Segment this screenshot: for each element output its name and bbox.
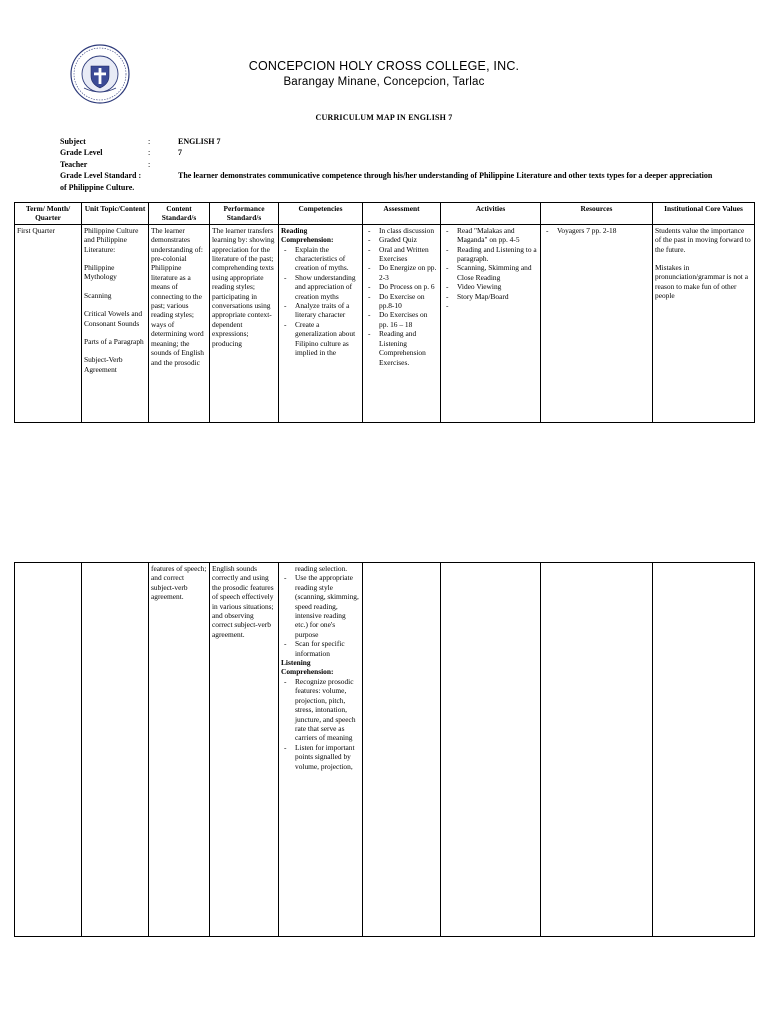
teacher-row	[60, 159, 720, 170]
subject-label: Subject	[60, 137, 86, 146]
col-term: Term/ Month/ Quarter	[15, 203, 82, 225]
curriculum-table-page-1	[14, 202, 755, 423]
list-item: - Do Exercise on pp.8-10	[365, 292, 438, 311]
content-standard-cell: The learner demonstrates understanding of: pre-colonial Philippine literature as a means of connecting to the past; various reading styles; ways of determining word meaning; the sounds of English and the prosodic	[149, 224, 210, 422]
unit-item: Scanning	[84, 290, 112, 300]
col-competencies: Competencies	[279, 203, 363, 225]
grade-label: Grade Level	[60, 148, 103, 158]
list-item: - Recognize prosodic features: volume, projection, pitch, stress, intonation, juncture, and speech rate that serve as carriers of meaning	[281, 677, 360, 743]
competencies-cell	[279, 563, 363, 937]
value-item: Students value the importance of the past in moving forward to the future.	[655, 225, 751, 254]
assessment-cell	[363, 563, 441, 937]
resources-cell	[541, 563, 653, 937]
college-header	[0, 58, 768, 90]
col-activities: Activities	[441, 203, 541, 225]
grade-level-standard	[60, 170, 720, 193]
core-values-cell	[653, 224, 755, 422]
unit-cell	[82, 224, 149, 422]
list-item: - Reading and Listening to a paragraph.	[443, 245, 538, 264]
list-item: - Read "Malakas and Maganda" on pp. 4-5	[443, 226, 538, 245]
reading-comprehension-heading: Reading Comprehension:	[281, 225, 334, 245]
subject-row	[60, 136, 720, 147]
list-item: - Scanning, Skimming and Close Reading	[443, 263, 538, 282]
unit-item: Philippine Mythology	[84, 263, 117, 282]
activities-cell	[441, 563, 541, 937]
grade-row	[60, 147, 720, 158]
term-cell: First Quarter	[15, 224, 82, 422]
list-item: - Story Map/Board	[443, 292, 538, 301]
resources-cell	[541, 224, 653, 422]
core-values-cell	[653, 563, 755, 937]
list-item: - Do Process on p. 6	[365, 282, 438, 291]
grade-value: 7	[178, 148, 182, 158]
performance-standard-cell: English sounds correctly and using the prosodic features of speech effectively in various situations; and observing correct subject-verb agreement.	[210, 563, 279, 937]
colon: :	[148, 137, 151, 146]
list-item: - Video Viewing	[443, 282, 538, 291]
colon: :	[148, 148, 151, 158]
colon: :	[148, 159, 151, 169]
list-item: - In class discussion	[365, 226, 438, 235]
competency-continued: reading selection.	[295, 564, 348, 573]
col-assessment: Assessment	[363, 203, 441, 225]
subject-value: ENGLISH 7	[178, 137, 221, 146]
unit-cell	[82, 563, 149, 937]
list-item: - Oral and Written Exercises	[365, 245, 438, 264]
col-performance-standard: Performance Standard/s	[210, 203, 279, 225]
table-row	[15, 224, 755, 422]
list-item: - Reading and Listening Comprehension Exercises.	[365, 329, 438, 367]
col-unit: Unit Topic/Content	[82, 203, 149, 225]
competencies-cell	[279, 224, 363, 422]
list-item: - Listen for important points signalled by volume, projection,	[281, 743, 360, 771]
table-row	[15, 563, 755, 937]
colon: :	[138, 171, 142, 181]
list-item: - Use the appropriate reading style (scanning, skimming, speed reading, intensive reading etc.) for one's purpose	[281, 573, 360, 639]
standard-text: The learner demonstrates communicative competence through his/her understanding of Philippine Literature and other texts types for a deeper appreciation of Philippine Culture.	[60, 171, 713, 192]
list-item: - Show understanding and appreciation of creation myths	[281, 273, 360, 301]
list-item: - Create a generalization about Filipino culture as implied in the	[281, 320, 360, 358]
table-header-row	[15, 203, 755, 225]
curriculum-table-page-2	[14, 562, 755, 937]
document-title: CURRICULUM MAP IN ENGLISH 7	[315, 113, 453, 122]
assessment-cell	[363, 224, 441, 422]
list-item: - Scan for specific information	[281, 639, 360, 658]
col-content-standard: Content Standard/s	[149, 203, 210, 225]
term-cell	[15, 563, 82, 937]
performance-standard-cell: The learner transfers learning by: showing appreciation for the literature of the past; comprehending texts using appropriate reading styles; participating in conversations using appropriate context-dependent expressions; producing	[210, 224, 279, 422]
teacher-label: Teacher	[60, 159, 88, 169]
listening-comprehension-heading: Listening Comprehension:	[281, 658, 334, 677]
course-info	[60, 136, 720, 193]
list-item: - Do Exercises on pp. 16 – 18	[365, 310, 438, 329]
list-item: - Do Energize on pp. 2-3	[365, 263, 438, 282]
unit-item: Philippine Culture and Philippine Literature:	[84, 225, 139, 254]
col-resources: Resources	[541, 203, 653, 225]
activities-cell	[441, 224, 541, 422]
list-item: - Analyze traits of a literary character	[281, 301, 360, 320]
list-item: - Explain the characteristics of creation of myths.	[281, 245, 360, 273]
unit-item: Subject-Verb Agreement	[84, 355, 123, 374]
list-item: - Graded Quiz	[365, 235, 438, 244]
col-core-values: Institutional Core Values	[653, 203, 755, 225]
content-standard-cell: features of speech; and correct subject-verb agreement.	[149, 563, 210, 937]
college-name: CONCEPCION HOLY CROSS COLLEGE, INC.	[248, 59, 520, 73]
standard-label: Grade Level Standard	[60, 171, 137, 181]
unit-item: Parts of a Paragraph	[84, 337, 144, 347]
value-item: Mistakes in pronunciation/grammar is not a reason to make fun of other people	[655, 263, 748, 301]
unit-item: Critical Vowels and Consonant Sounds	[84, 309, 143, 328]
list-item: - Voyagers 7 pp. 2-18	[543, 226, 650, 235]
college-address: Barangay Minane, Concepcion, Tarlac	[283, 76, 485, 88]
